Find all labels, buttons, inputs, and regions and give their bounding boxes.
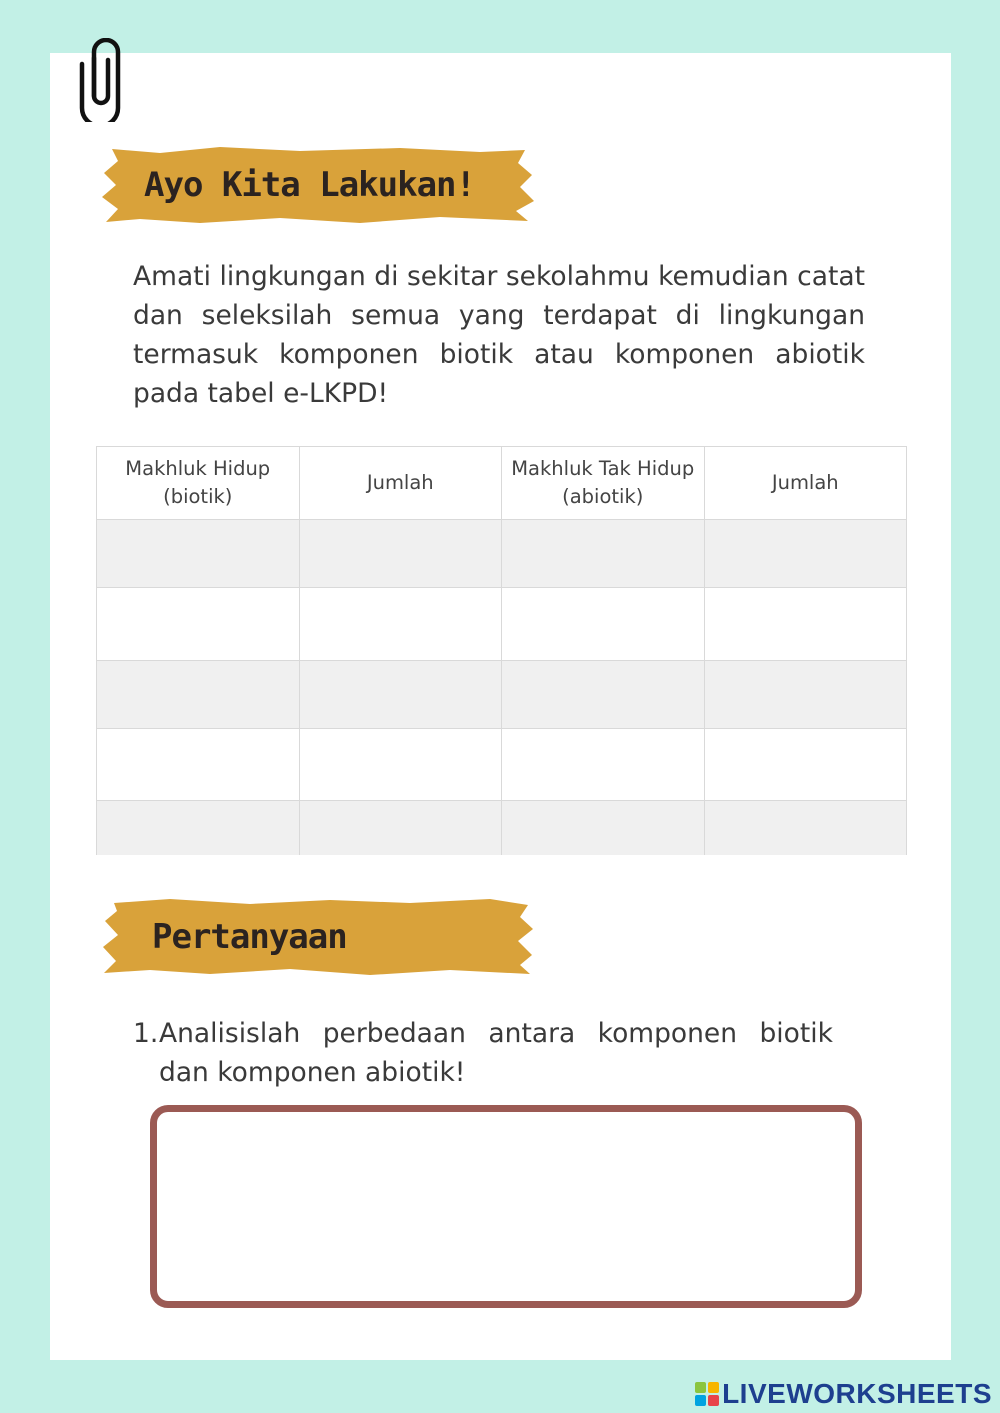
- table-cell-input[interactable]: [502, 801, 705, 856]
- answer-input-box[interactable]: [150, 1105, 862, 1308]
- table-cell-input[interactable]: [299, 661, 502, 729]
- header-biotik: Makhluk Hidup (biotik): [97, 447, 300, 520]
- header-jumlah-biotik: Jumlah: [299, 447, 502, 520]
- table-cell-input[interactable]: [704, 729, 907, 801]
- table-cell-input[interactable]: [97, 729, 300, 801]
- section-title: Ayo Kita Lakukan!: [144, 165, 475, 205]
- table-cell-input[interactable]: [704, 588, 907, 661]
- section-heading-ayo: [100, 145, 535, 225]
- paperclip-icon: [78, 38, 124, 122]
- table-cell-input[interactable]: [704, 520, 907, 588]
- table-cell-input[interactable]: [502, 661, 705, 729]
- table-cell-input[interactable]: [704, 801, 907, 856]
- table-cell-input[interactable]: [502, 520, 705, 588]
- question-number: 1.: [133, 1018, 159, 1049]
- table-cell-input[interactable]: [502, 729, 705, 801]
- table-cell-input[interactable]: [299, 729, 502, 801]
- section-heading-pertanyaan: [100, 897, 535, 977]
- table-cell-input[interactable]: [299, 588, 502, 661]
- liveworksheets-logo-icon: [694, 1381, 720, 1407]
- table-cell-input[interactable]: [704, 661, 907, 729]
- table-cell-input[interactable]: [97, 520, 300, 588]
- question-item: [133, 1014, 833, 1092]
- table-row: [97, 661, 907, 729]
- table-row: [97, 801, 907, 856]
- header-abiotik: Makhluk Tak Hidup (abiotik): [502, 447, 705, 520]
- table-row: [97, 520, 907, 588]
- table-cell-input[interactable]: [97, 661, 300, 729]
- liveworksheets-watermark: [694, 1376, 992, 1412]
- table-cell-input[interactable]: [502, 588, 705, 661]
- table-cell-input[interactable]: [97, 801, 300, 856]
- table-cell-input[interactable]: [97, 588, 300, 661]
- table-row: [97, 588, 907, 661]
- observation-table: [96, 446, 907, 855]
- watermark-text: LIVEWORKSHEETS: [722, 1378, 992, 1409]
- instruction-text: Amati lingkungan di sekitar sekolahmu kemudian catat dan seleksilah semua yang terdapat di lingkungan termasuk komponen biotik atau komponen abiotik pada tabel e-LKPD!: [133, 261, 865, 409]
- table-row: [97, 729, 907, 801]
- question-text: Analisislah perbedaan antara komponen biotik dan komponen abiotik!: [159, 1018, 833, 1088]
- table-header-row: [97, 447, 907, 520]
- table-cell-input[interactable]: [299, 801, 502, 856]
- header-jumlah-abiotik: Jumlah: [704, 447, 907, 520]
- table-cell-input[interactable]: [299, 520, 502, 588]
- section-title: Pertanyaan: [152, 917, 347, 957]
